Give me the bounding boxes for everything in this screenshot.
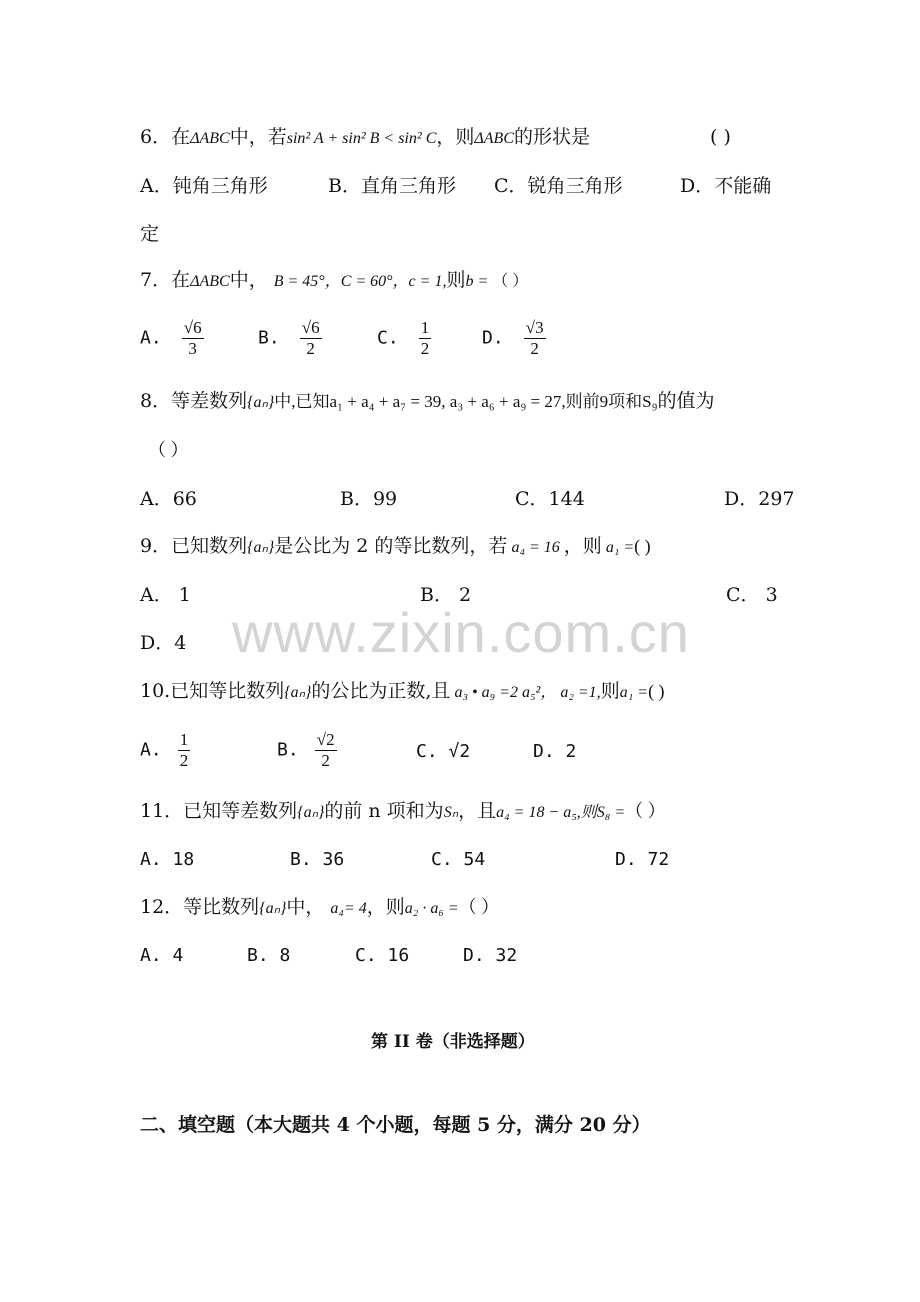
question-11-body: 的前 n 项和为 <box>324 800 444 822</box>
question-8-option-b: B．99 <box>340 488 398 510</box>
question-10-option-a: A. $\frac{1}{2}$ <box>140 730 189 770</box>
question-12-condition: a₄= 4 <box>330 900 367 917</box>
fraction: $\frac{√6}{3}$ <box>183 318 202 358</box>
sequence-label: {aₙ} <box>247 394 275 411</box>
fraction: $\frac{1}{2}$ <box>179 730 189 770</box>
question-7-option-d: D. $\frac{√3}{2}$ <box>482 318 544 358</box>
question-10-option-c: C. √2 <box>416 741 471 762</box>
question-10-then: 则 <box>600 680 620 702</box>
question-11-mid: ，且 <box>458 800 497 822</box>
question-12-ask: a₂ · a₆ = <box>404 900 459 917</box>
question-8-answer-paren: （ ） <box>148 440 189 460</box>
question-9-option-b: B． 2 <box>420 584 472 606</box>
question-11-option-d: D. 72 <box>615 849 670 870</box>
question-12-option-b: B. 8 <box>247 945 291 966</box>
question-11-condition: a₄ = 18 − a₅,则S₈ = <box>496 804 626 821</box>
watermark-text: www.zixin.com.cn <box>232 601 690 664</box>
question-6-number: 6．在 <box>140 126 191 148</box>
question-12-option-a: A. 4 <box>140 945 184 966</box>
question-7-condition: B = 45°，C = 60°，c = 1, <box>273 273 447 290</box>
question-7-option-c: C. $\frac{1}{2}$ <box>377 318 430 358</box>
question-9-ask: a₁ = <box>605 539 635 556</box>
sequence-label: {aₙ} <box>247 539 275 556</box>
part-heading: 二、填空题（本大题共 4 个小题，每题 5 分，满分 20 分） <box>140 1114 651 1136</box>
question-12-answer-paren: （ ） <box>458 897 500 917</box>
sequence-label: {aₙ} <box>297 804 325 821</box>
question-6-expression: sin² A + sin² B < sin² C <box>286 130 437 147</box>
question-8-tail: 的值为 <box>657 390 715 412</box>
question-9-option-c: C． 3 <box>726 584 778 606</box>
triangle-label: ΔABC <box>190 130 230 147</box>
question-11-option-a: A. 18 <box>140 849 195 870</box>
question-7-ask: b = <box>465 273 489 290</box>
question-6-option-a: A．钝角三角形 <box>140 175 268 197</box>
question-7-option-b: B. $\frac{√6}{2}$ <box>258 318 320 358</box>
question-11 <box>140 797 666 827</box>
question-6-text: 中，若 <box>229 126 287 148</box>
question-11-number: 11．已知等差数列 <box>140 800 298 822</box>
triangle-label-2: ΔABC <box>474 130 514 147</box>
question-12-option-c: C. 16 <box>355 945 410 966</box>
question-8-body: 中,已知a₁ + a₄ + a₇ = 39, a₃ + a₆ + a₉ = 27,则前9项和S₉ <box>274 392 658 411</box>
question-6-tail: 的形状是 <box>513 126 590 148</box>
fraction: $\frac{1}{2}$ <box>420 318 430 358</box>
question-7-then: 则 <box>446 269 466 291</box>
question-9-body: 是公比为 2 的等比数列，若 <box>274 535 508 557</box>
fraction: $\frac{√3}{2}$ <box>525 318 544 358</box>
question-12-number: 12．等比数列 <box>140 896 260 918</box>
question-10-number: 10.已知等比数列 <box>140 680 285 702</box>
question-8-number: 8．等差数列 <box>140 390 248 412</box>
question-10-ask: a₁ = <box>619 684 649 701</box>
question-9 <box>140 532 651 562</box>
question-10-option-b: B. $\frac{√2}{2}$ <box>277 730 335 770</box>
fraction: $\frac{√6}{2}$ <box>301 318 320 358</box>
question-6-option-d: D．不能确 <box>680 175 772 197</box>
question-11-option-b: B. 36 <box>290 849 345 870</box>
question-6-option-d-cont: 定 <box>140 223 160 245</box>
question-7-option-a: A. $\frac{√6}{3}$ <box>140 318 202 358</box>
question-6-answer-paren: ( ) <box>710 126 731 148</box>
fraction: $\frac{√2}{2}$ <box>316 730 335 770</box>
question-6 <box>140 123 590 153</box>
question-6-option-b: B．直角三角形 <box>328 175 456 197</box>
triangle-label: ΔABC <box>190 273 230 290</box>
question-9-then: ，则 <box>563 535 602 557</box>
question-10-answer-paren: ( ) <box>648 681 665 701</box>
question-12 <box>140 893 499 923</box>
question-8 <box>140 387 715 417</box>
question-12-then: ，则 <box>366 896 405 918</box>
question-11-sn: Sₙ <box>443 804 459 821</box>
question-7 <box>140 266 528 296</box>
question-10 <box>140 677 665 707</box>
question-11-option-c: C. 54 <box>431 849 486 870</box>
question-10-condition: a₃ • a₉ =2 a₅²， a₂ =1, <box>454 684 601 701</box>
question-10-option-d: D. 2 <box>533 741 577 762</box>
question-9-answer-paren: ( ) <box>634 536 651 556</box>
sequence-label: {aₙ} <box>284 684 312 701</box>
question-10-body: 的公比为正数,且 <box>311 680 451 702</box>
section-title: 第 II 卷（非选择题） <box>371 1032 535 1052</box>
question-7-number: 7．在 <box>140 269 191 291</box>
question-7-answer-paren: （ ） <box>492 273 529 290</box>
sequence-label: {aₙ} <box>259 900 287 917</box>
question-9-option-d: D．4 <box>140 632 187 654</box>
question-9-number: 9．已知数列 <box>140 535 248 557</box>
question-12-mid: 中， <box>286 896 325 918</box>
question-9-condition: a₄ = 16 <box>511 539 560 556</box>
question-7-text: 中， <box>229 269 268 291</box>
question-11-answer-paren: （ ） <box>625 801 666 821</box>
question-8-option-d: D．297 <box>724 488 795 510</box>
question-6-option-c: C．锐角三角形 <box>494 175 623 197</box>
question-8-option-c: C．144 <box>515 488 585 510</box>
question-6-text-2: ，则 <box>436 126 475 148</box>
question-9-option-a: A． 1 <box>140 584 191 606</box>
question-8-option-a: A．66 <box>140 488 197 510</box>
question-12-option-d: D. 32 <box>463 945 518 966</box>
